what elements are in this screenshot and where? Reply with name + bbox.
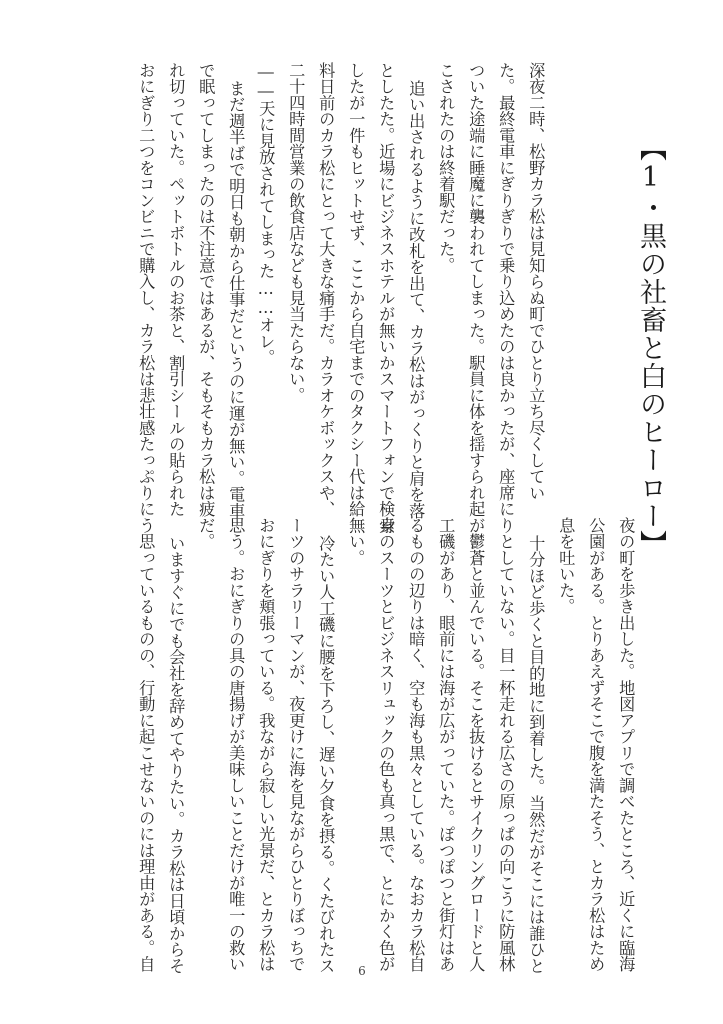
- text-column: 追い出されるように改札を出て、カラ松はがっくりと肩を落: [406, 80, 426, 519]
- text-column: だ。: [196, 517, 216, 550]
- text-column: こされたのは終着駅だった。: [436, 62, 456, 274]
- text-column: た。最終電車にぎりぎりで乗り込めたのは良かったが、座席に: [496, 62, 516, 517]
- text-column: 無い。: [346, 517, 366, 566]
- text-column: おにぎり二つをコンビニで購入し、カラ松は悲壮感たっぷりに: [136, 62, 156, 517]
- text-column: 料日前のカラ松にとって大きな痛手だ。カラオケボックスや、: [316, 62, 336, 517]
- text-column: 二十四時間営業の飲食店なども見当たらない。: [286, 62, 306, 404]
- text-column: 息を吐いた。: [556, 517, 576, 615]
- text-column: う思っているものの、行動に起こせないのには理由がある。自: [136, 517, 156, 972]
- text-column: 冷たい人工磯に腰を下ろし、遅い夕食を摂る。くたびれたス: [316, 535, 336, 974]
- text-column: ーツのサラリーマンが、夜更けに海を見ながらひとりぼっちで: [286, 517, 306, 972]
- text-column: いますぐにでも会社を辞めてやりたい。カラ松は日頃からそ: [166, 535, 186, 974]
- text-column: 夜の町を歩き出した。地図アプリで調べたところ、近くに臨海: [616, 517, 636, 972]
- page-number: 6: [358, 964, 366, 978]
- text-column: れ切っていた。ペットボトルのお茶と、割引シールの貼られた: [166, 62, 186, 517]
- text-column: で眠ってしまったのは不注意ではあるが、そもそもカラ松は疲: [196, 62, 216, 517]
- text-column: が鬱蒼と並んでいる。そこを抜けるとサイクリングロードと人: [466, 517, 486, 972]
- chapter-title: 【1・黒の社畜と白のヒーロー】: [635, 134, 666, 558]
- text-column: ついた途端に睡魔に襲われてしまった。駅員に体を揺すられ起: [466, 62, 486, 517]
- text-column: 工磯があり、眼前には海が広がっていた。ぽつぽつと街灯はあ: [436, 517, 456, 972]
- text-column: りとしていない。目一杯走れる広さの原っぱの向こうに防風林: [496, 517, 516, 972]
- text-column: としたた。近場にビジネスホテルが無いかスマートフォンで検索: [376, 62, 396, 534]
- text-column: 思う。おにぎりの具の唐揚げが美味しいことだけが唯一の救い: [226, 517, 246, 972]
- text-column: まだ週半ばで明日も朝から仕事だというのに運が無い。電車: [226, 80, 246, 519]
- text-column: るものの辺りは暗く、空も海も黒々としている。なおカラ松自: [406, 517, 426, 972]
- text-column: 深夜二時、松野カラ松は見知らぬ町でひとり立ち尽くしてい: [526, 62, 546, 501]
- text-column: 十分ほど歩くと目的地に到着した。当然だがそこには誰ひと: [526, 535, 546, 974]
- text-column: したが一件もヒットせず、ここから自宅までのタクシー代は給: [346, 62, 366, 517]
- text-column: 身のスーツとビジネスリュックの色も真っ黒で、とにかく色が: [376, 517, 396, 972]
- text-column: 公園がある。とりあえずそこで腹を満たそう、とカラ松はため: [586, 517, 606, 972]
- text-column: ――天に見放されてしまった……オレ。: [256, 62, 276, 366]
- text-column: おにぎりを頬張っている。我ながら寂しい光景だ、とカラ松は: [256, 517, 276, 972]
